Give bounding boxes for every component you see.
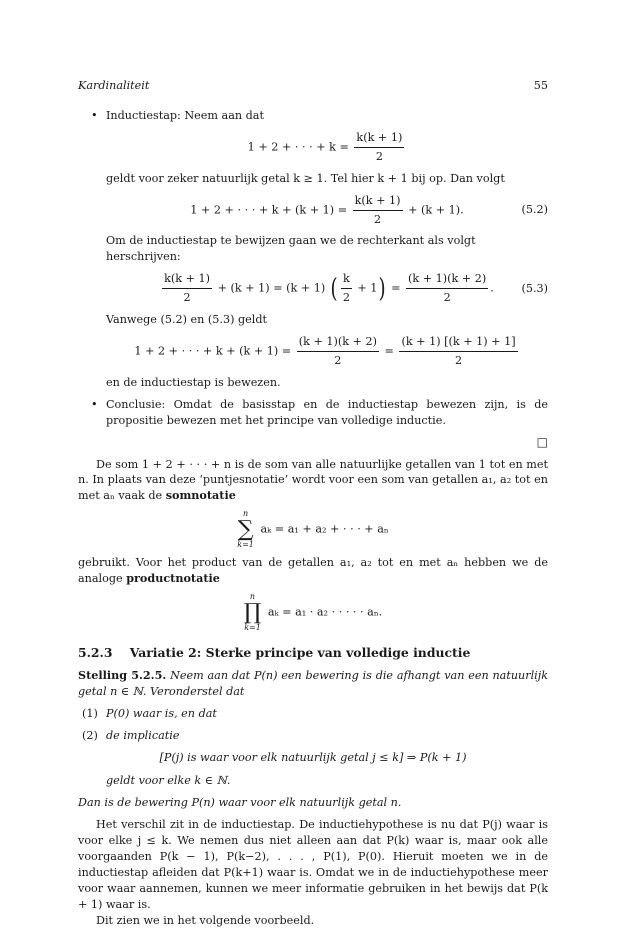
eq4-fraction-1 <box>297 334 379 369</box>
eq4-numerator-1: (k + 1)(k + 2) <box>297 334 379 352</box>
content <box>78 108 548 929</box>
section-number: 5.2.3 <box>78 645 113 661</box>
paragraph-verschil: Het verschil zit in de inductiestap. De inductiehypothese is nu dat P(j) waar is voor elke j ≤ k. We nemen dus niet alleen aan dat P(k) waar is, maar ook alle voorgaanden P(k − 1), P(k−2), . . . , P(1), P(0). Hieruit moeten we in de inductiestap afleiden dat P(k+1) waar is. Omdat we in de inductiehypothese meer voor waar aannemen, kunnen we meer informatie gebruiken in het bewijs dat P(k + 1) waar is. <box>78 818 548 911</box>
equation-4 <box>106 334 548 369</box>
sum-body: aₖ = a₁ + a₂ + · · · + aₙ <box>260 522 389 536</box>
item-2-text: de implicatie <box>106 728 180 742</box>
paren-open: ( <box>330 273 338 304</box>
item-1-text: P(0) waar is, en dat <box>106 706 217 720</box>
para2-text: gebruikt. Voor het product van de getallen a₁, a₂ tot en met aₙ hebben we de analoge <box>78 556 548 586</box>
theorem-label: Stelling 5.2.5. <box>78 667 167 682</box>
implication-formula <box>78 749 548 767</box>
theorem-after: geldt voor elke k ∈ ℕ. <box>106 774 231 788</box>
eq1-numerator: k(k + 1) <box>354 130 404 148</box>
sigma-symbol: ∑ <box>237 517 254 543</box>
theorem <box>78 668 548 700</box>
eq4-denominator-1: 2 <box>334 353 342 367</box>
running-header <box>78 78 548 94</box>
product-body: aₖ = a₁ · a₂ · · · · · aₙ. <box>267 605 383 619</box>
eq4-equals: = <box>384 344 394 358</box>
eq2-numerator: k(k + 1) <box>353 193 403 211</box>
eq3-inner-denominator: 2 <box>342 291 350 305</box>
prod-upper: n <box>249 592 256 602</box>
eq2-lhs: 1 + 2 + · · · + k + (k + 1) = <box>190 203 348 217</box>
eq4-denominator-2: 2 <box>454 353 463 367</box>
page-number: 55 <box>533 79 548 92</box>
bullet-dot: • <box>91 109 98 122</box>
bullet-inductiestap <box>78 108 548 391</box>
paragraph-productnotatie <box>78 555 548 587</box>
eq2-fraction <box>353 193 403 228</box>
bullet-text-4: Vanwege (5.2) en (5.3) geldt <box>106 313 268 327</box>
eq2-denominator: 2 <box>374 212 382 226</box>
eq1-denominator: 2 <box>375 149 383 163</box>
eq3-inner-fraction <box>341 271 352 306</box>
sum-lower: k=1 <box>237 540 254 550</box>
eq3-end: . <box>490 281 494 295</box>
bullet-text-3: Om de inductiestap te bewijzen gaan we de rechterkant als volgt herschrijven: <box>106 234 476 264</box>
term-productnotatie: productnotatie <box>126 571 220 586</box>
bullet-dot: • <box>91 397 98 411</box>
item-2-label: (2) <box>82 728 98 742</box>
qed-symbol: □ <box>536 434 548 449</box>
conclusion-text: Conclusie: Omdat de basisstap en de inductiestap bewezen zijn, is de propositie bewezen met het principe van volledige inductie. <box>106 397 548 427</box>
eq3-middle: + (k + 1) = (k + 1) <box>217 281 326 295</box>
eq1-lhs: 1 + 2 + · · · + k = <box>247 140 349 154</box>
eq3-inner-numerator: k <box>341 271 352 289</box>
equation-label-5-3: (5.3) <box>521 281 548 295</box>
pi-symbol: ∏ <box>243 600 262 626</box>
eq3-inner-rest: + 1 <box>357 281 378 295</box>
implication-text: [P(j) is waar voor elk natuurlijk getal j ≤ k] ⇒ P(k + 1) <box>159 750 467 764</box>
equation-label-5-2: (5.2) <box>521 203 548 217</box>
sum-formula <box>78 510 548 549</box>
section-heading <box>78 644 548 662</box>
bullet-text-2: geldt voor zeker natuurlijk getal k ≥ 1. Tel hier k + 1 bij op. Dan volgt <box>106 171 505 185</box>
theorem-conclusion: Dan is de bewering P(n) waar voor elk natuurlijk getal n. <box>78 796 402 810</box>
eq3-denominator-2: 2 <box>443 291 451 305</box>
equation-5-3 <box>106 271 548 306</box>
sum-upper: n <box>242 509 249 519</box>
eq1-fraction <box>354 130 404 165</box>
equation-1 <box>106 130 548 165</box>
eq3-fraction-1 <box>162 271 212 306</box>
term-somnotatie: somnotatie <box>165 488 236 503</box>
eq3-equals: = <box>391 281 401 295</box>
bullet-text-5: en de inductiestap is bewezen. <box>106 375 281 389</box>
eq3-numerator-2: (k + 1)(k + 2) <box>406 271 488 289</box>
bullet-lead: Inductiestap: Neem aan dat <box>106 109 264 122</box>
theorem-item-1 <box>78 706 548 722</box>
eq3-numerator-1: k(k + 1) <box>162 271 212 289</box>
theorem-item-2 <box>78 728 548 744</box>
sum-operator <box>237 510 254 549</box>
para1-text: De som 1 + 2 + · · · + n is de som van alle natuurlijke getallen van 1 tot en met n. In plaats van deze ‘puntjesnotatie’ wordt voor een som van getallen a₁, a₂ tot en met aₙ vaak de <box>78 457 548 503</box>
eq4-fraction-2 <box>399 334 517 369</box>
product-formula <box>78 593 548 632</box>
paren-close: ) <box>378 273 387 304</box>
paragraph-somnotatie <box>78 457 548 505</box>
eq2-rhs: + (k + 1). <box>408 203 464 217</box>
page <box>78 0 548 927</box>
bullet-conclusie <box>78 397 548 429</box>
paragraph-voorbeeld: Dit zien we in het volgende voorbeeld. <box>96 913 315 927</box>
theorem-text: Neem aan dat P(n) een bewering is die afhangt van een natuurlijk getal n ∈ ℕ. Veronderstel dat <box>78 668 548 698</box>
item-1-label: (1) <box>82 706 98 720</box>
eq3-denominator-1: 2 <box>183 291 191 305</box>
prod-lower: k=1 <box>244 623 261 633</box>
eq4-lhs: 1 + 2 + · · · + k + (k + 1) = <box>134 344 292 358</box>
section-title: Variatie 2: Sterke principe van volledige inductie <box>129 645 471 661</box>
product-operator <box>244 593 262 632</box>
eq4-numerator-2: (k + 1) [(k + 1) + 1] <box>399 334 517 352</box>
equation-5-2 <box>106 193 548 228</box>
eq3-fraction-2 <box>406 271 488 306</box>
header-title: Kardinaliteit <box>78 79 150 92</box>
